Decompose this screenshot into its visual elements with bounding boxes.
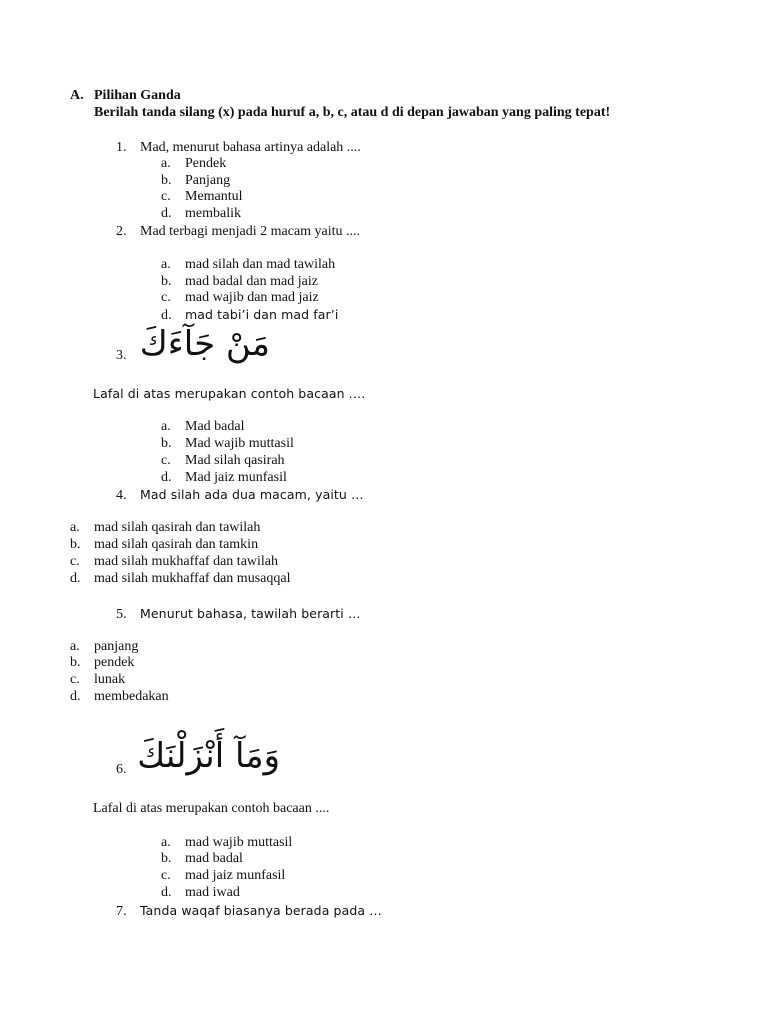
question-3-text: Lafal di atas merupakan contoh bacaan ….: [93, 386, 366, 401]
option-text: Mad jaiz munfasil: [185, 470, 287, 485]
question-number: 7.: [116, 904, 127, 919]
question-4: [116, 487, 364, 504]
option-letter: b.: [161, 274, 172, 289]
option-4c: [70, 554, 278, 570]
option-2a: [161, 257, 335, 273]
question-3-arabic: مَنْ جَآءَكَ: [139, 324, 270, 364]
option-letter: b.: [161, 436, 172, 451]
question-number: 1.: [116, 140, 127, 155]
option-text: mad silah dan mad tawilah: [185, 257, 336, 272]
option-text: membalik: [185, 206, 241, 221]
option-4a: [70, 520, 260, 536]
option-letter: b.: [70, 655, 81, 670]
option-6d: [161, 885, 240, 901]
option-text: Panjang: [185, 173, 231, 188]
option-6c: [161, 868, 285, 884]
option-text: Pendek: [185, 156, 227, 171]
option-letter: d.: [161, 206, 172, 221]
section-title: Pilihan Ganda: [94, 88, 181, 103]
option-letter: d.: [70, 571, 81, 586]
option-text: mad silah qasirah dan tamkin: [94, 537, 259, 552]
option-text: mad jaiz munfasil: [185, 868, 286, 883]
question-6-number: 6.: [116, 762, 127, 777]
option-letter: d.: [70, 689, 81, 704]
question-number: 2.: [116, 224, 127, 239]
question-5: [116, 606, 361, 623]
option-4d: [70, 571, 290, 587]
option-text: mad tabi’i dan mad far’i: [185, 307, 339, 322]
question-7: [116, 903, 382, 920]
option-2b: [161, 274, 318, 290]
option-text: membedakan: [94, 689, 169, 704]
question-6-arabic: وَمَآ أَنْزَلْنَكَ: [137, 736, 280, 776]
option-4b: [70, 537, 258, 553]
option-text: mad iwad: [185, 885, 240, 900]
option-letter: c.: [161, 290, 171, 305]
option-text: mad silah mukhaffaf dan tawilah: [94, 554, 279, 569]
section-instruction: Berilah tanda silang (x) pada huruf a, b, c, atau d di depan jawaban yang paling tepat!: [94, 105, 611, 120]
question-number: 4.: [116, 488, 127, 503]
option-letter: a.: [70, 639, 80, 654]
option-text: Memantul: [185, 189, 243, 204]
option-letter: c.: [161, 453, 171, 468]
option-letter: c.: [161, 189, 171, 204]
option-1a: [161, 156, 226, 172]
option-text: pendek: [94, 655, 135, 670]
option-text: panjang: [94, 639, 139, 654]
option-text: mad silah mukhaffaf dan musaqqal: [94, 571, 291, 586]
question-text: Mad silah ada dua macam, yaitu …: [140, 487, 364, 502]
option-text: lunak: [94, 672, 126, 687]
option-text: Mad wajib muttasil: [185, 436, 294, 451]
option-text: mad wajib dan mad jaiz: [185, 290, 319, 305]
option-3c: [161, 453, 285, 469]
question-text: Mad, menurut bahasa artinya adalah ....: [140, 140, 361, 155]
option-5b: [70, 655, 134, 671]
option-letter: b.: [161, 851, 172, 866]
option-5c: [70, 672, 125, 688]
question-2: [116, 224, 360, 240]
option-3b: [161, 436, 294, 452]
option-1b: [161, 173, 230, 189]
option-1c: [161, 189, 243, 205]
option-3d: [161, 470, 287, 486]
option-2c: [161, 290, 319, 306]
option-letter: a.: [161, 419, 171, 434]
question-text: Mad terbagi menjadi 2 macam yaitu ....: [140, 224, 361, 239]
question-6-text: Lafal di atas merupakan contoh bacaan ....: [93, 801, 330, 816]
option-letter: d.: [161, 308, 172, 323]
option-6b: [161, 851, 243, 867]
option-2d: [161, 307, 338, 324]
option-letter: c.: [70, 554, 80, 569]
option-letter: c.: [70, 672, 80, 687]
option-3a: [161, 419, 244, 435]
option-letter: d.: [161, 470, 172, 485]
option-letter: a.: [161, 257, 171, 272]
option-6a: [161, 835, 292, 851]
option-5a: [70, 639, 138, 655]
option-5d: [70, 689, 169, 705]
question-text: Menurut bahasa, tawilah berarti …: [140, 606, 361, 621]
option-letter: a.: [161, 156, 171, 171]
option-1d: [161, 206, 241, 222]
question-3-number: 3.: [116, 348, 127, 363]
question-number: 5.: [116, 607, 127, 622]
option-letter: b.: [161, 173, 172, 188]
option-text: mad wajib muttasil: [185, 835, 293, 850]
option-text: Mad silah qasirah: [185, 453, 285, 468]
option-text: mad badal dan mad jaiz: [185, 274, 318, 289]
option-letter: b.: [70, 537, 81, 552]
question-1: [116, 140, 361, 156]
option-letter: a.: [161, 835, 171, 850]
option-letter: a.: [70, 520, 80, 535]
option-letter: c.: [161, 868, 171, 883]
option-text: Mad badal: [185, 419, 245, 434]
option-text: mad silah qasirah dan tawilah: [94, 520, 261, 535]
section-header: [70, 88, 181, 104]
question-text: Tanda waqaf biasanya berada pada …: [140, 903, 382, 918]
section-label: A.: [70, 88, 84, 103]
option-text: mad badal: [185, 851, 243, 866]
option-letter: d.: [161, 885, 172, 900]
